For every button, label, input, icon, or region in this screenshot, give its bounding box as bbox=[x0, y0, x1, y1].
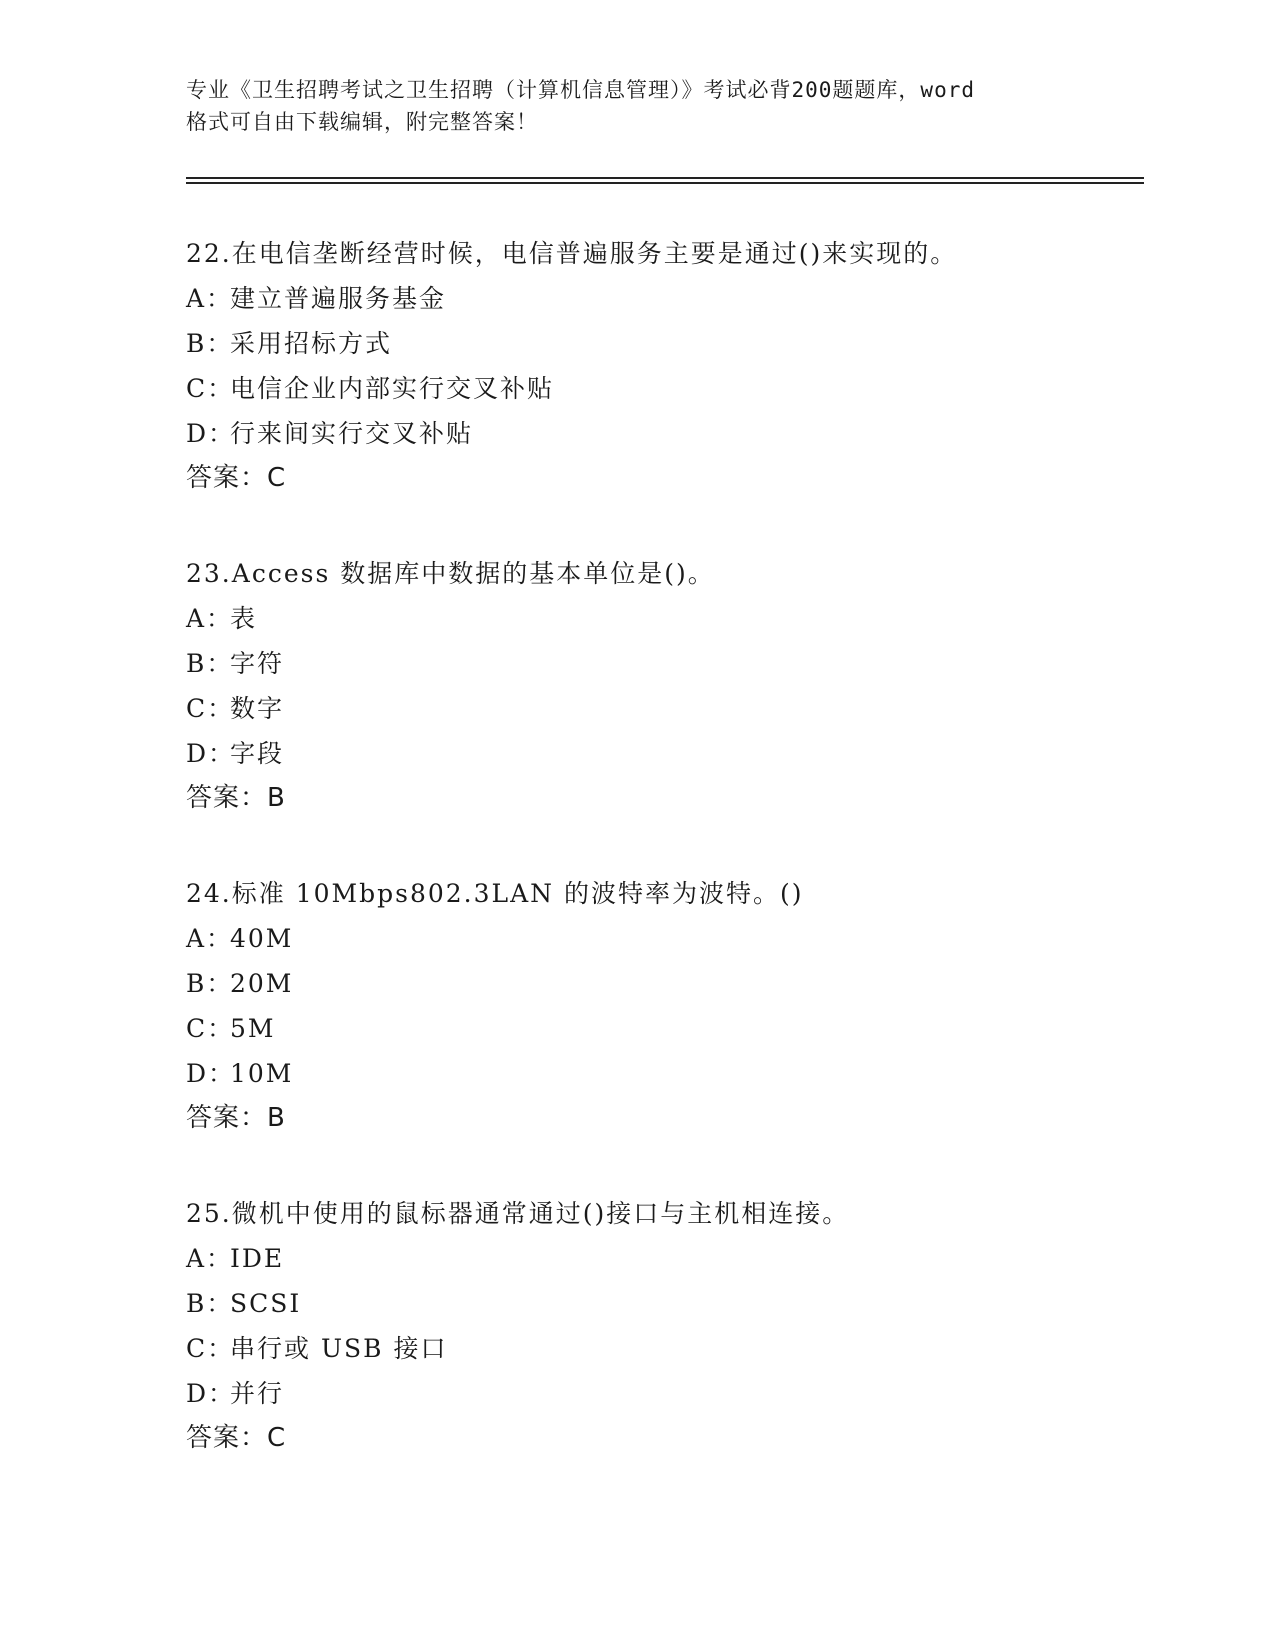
document-header bbox=[186, 74, 1106, 138]
option-text: 串行或 USB 接口 bbox=[230, 1334, 448, 1363]
option-text: 数字 bbox=[230, 694, 285, 723]
option-b bbox=[186, 961, 1144, 1006]
option-key: B： bbox=[186, 969, 234, 998]
option-d bbox=[186, 1371, 1144, 1416]
question-stem: 23.Access 数据库中数据的基本单位是()。 bbox=[186, 559, 715, 588]
option-text: 5M bbox=[230, 1014, 276, 1043]
option-d bbox=[186, 731, 1144, 776]
header-line-1: 专业《卫生招聘考试之卫生招聘（计算机信息管理）》考试必背200题题库，word bbox=[186, 78, 975, 102]
option-b bbox=[186, 641, 1144, 686]
option-key: B： bbox=[186, 329, 234, 358]
option-key: C： bbox=[186, 1334, 235, 1363]
option-key: C： bbox=[186, 1014, 235, 1043]
option-d bbox=[186, 411, 1144, 456]
option-key: A： bbox=[186, 924, 234, 953]
option-text: 采用招标方式 bbox=[230, 329, 393, 358]
option-key: D： bbox=[186, 419, 236, 448]
option-a bbox=[186, 596, 1144, 641]
option-d bbox=[186, 1051, 1144, 1096]
question-23 bbox=[186, 551, 1144, 821]
option-text: IDE bbox=[230, 1244, 285, 1273]
option-key: A： bbox=[186, 284, 234, 313]
option-text: 电信企业内部实行交叉补贴 bbox=[230, 374, 555, 403]
option-key: D： bbox=[186, 739, 236, 768]
header-divider-bottom bbox=[186, 182, 1144, 184]
option-text: 40M bbox=[230, 924, 294, 953]
option-key: D： bbox=[186, 1059, 236, 1088]
question-stem: 24.标准 10Mbps802.3LAN 的波特率为波特。() bbox=[186, 879, 804, 908]
header-divider-top bbox=[186, 177, 1144, 179]
option-text: 建立普遍服务基金 bbox=[230, 284, 447, 313]
option-b bbox=[186, 321, 1144, 366]
option-key: B： bbox=[186, 1289, 234, 1318]
question-22 bbox=[186, 231, 1144, 501]
answer-line: 答案：B bbox=[186, 1103, 286, 1133]
answer-line: 答案：B bbox=[186, 783, 286, 813]
question-stem: 22.在电信垄断经营时候，电信普遍服务主要是通过()来实现的。 bbox=[186, 239, 958, 268]
question-24 bbox=[186, 871, 1144, 1141]
answer-line: 答案：C bbox=[186, 1423, 287, 1453]
option-c bbox=[186, 1006, 1144, 1051]
option-key: C： bbox=[186, 374, 235, 403]
option-text: 字符 bbox=[230, 649, 285, 678]
question-stem: 25.微机中使用的鼠标器通常通过()接口与主机相连接。 bbox=[186, 1199, 850, 1228]
option-text: 20M bbox=[230, 969, 294, 998]
option-key: B： bbox=[186, 649, 234, 678]
option-text: 并行 bbox=[230, 1379, 285, 1408]
option-a bbox=[186, 916, 1144, 961]
header-line-2: 格式可自由下载编辑，附完整答案！ bbox=[186, 110, 538, 134]
question-list bbox=[186, 231, 1144, 1511]
option-text: 表 bbox=[230, 604, 258, 633]
option-key: D： bbox=[186, 1379, 236, 1408]
option-text: 行来间实行交叉补贴 bbox=[230, 419, 474, 448]
option-text: SCSI bbox=[230, 1289, 302, 1318]
option-b bbox=[186, 1281, 1144, 1326]
option-key: A： bbox=[186, 604, 234, 633]
question-25 bbox=[186, 1191, 1144, 1461]
option-a bbox=[186, 276, 1144, 321]
option-c bbox=[186, 1326, 1144, 1371]
answer-line: 答案：C bbox=[186, 463, 287, 493]
option-key: A： bbox=[186, 1244, 234, 1273]
option-c bbox=[186, 366, 1144, 411]
option-a bbox=[186, 1236, 1144, 1281]
option-text: 字段 bbox=[230, 739, 285, 768]
option-c bbox=[186, 686, 1144, 731]
option-text: 10M bbox=[230, 1059, 294, 1088]
option-key: C： bbox=[186, 694, 235, 723]
